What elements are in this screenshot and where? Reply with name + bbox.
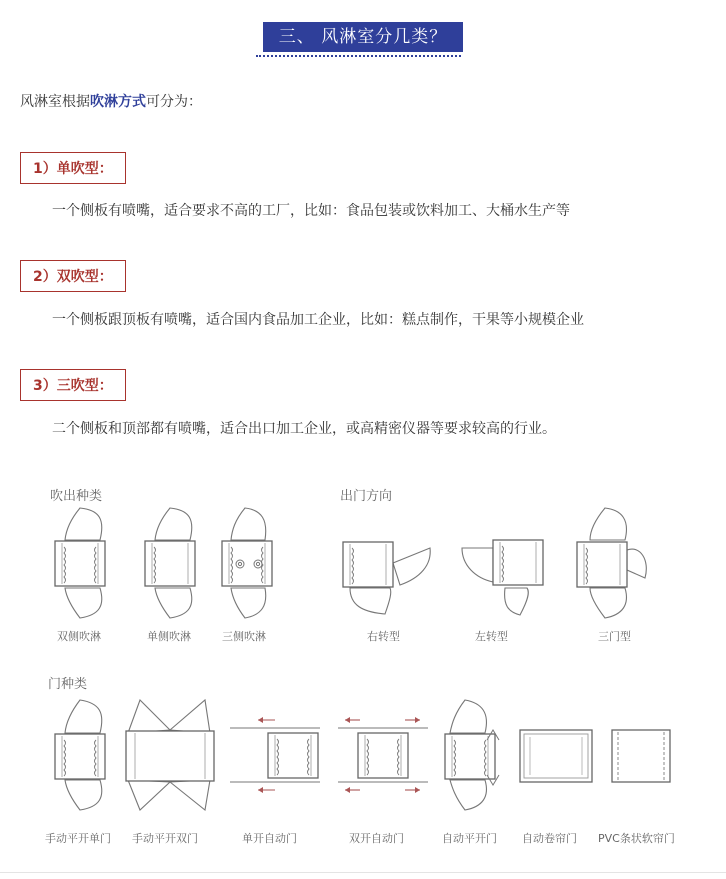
title-underline — [256, 55, 461, 57]
section-body-triple: 二个侧板和顶部都有喷嘴，适合出口加工企业，或高精密仪器等要求较高的行业。 — [52, 421, 556, 437]
section-heading-double: 2）双吹型： — [20, 260, 126, 292]
label-left-turn: 左转型 — [475, 630, 508, 643]
group-label-blow: 吹出种类 — [50, 489, 103, 504]
diagram-double-blow — [55, 508, 105, 618]
diagram-three-door — [577, 508, 646, 618]
diagram-single-auto-door — [230, 717, 320, 793]
title-banner — [0, 22, 726, 52]
diagram-auto-swing-door — [445, 700, 499, 810]
label-single-blow: 单侧吹淋 — [147, 630, 191, 643]
diagram-double-auto-door — [338, 717, 428, 793]
classification-diagram — [0, 465, 726, 875]
group-label-door: 门种类 — [48, 677, 88, 692]
page-title: 三、 风淋室分几类？ — [263, 22, 463, 52]
diagram-single-blow — [145, 508, 195, 618]
intro-paragraph — [20, 91, 202, 111]
label-single-auto-door: 单开自动门 — [242, 832, 297, 845]
diagram-left-turn — [462, 540, 543, 615]
diagram-pvc-strip-door — [612, 730, 670, 782]
section-body-double: 一个侧板跟顶板有喷嘴，适合国内食品加工企业，比如：糕点制作，干果等小规模企业 — [52, 312, 584, 328]
diagram-auto-roller-door — [520, 730, 592, 782]
label-double-auto-door: 双开自动门 — [349, 832, 404, 845]
label-manual-double-door: 手动平开双门 — [132, 832, 198, 845]
label-pvc-strip-door: PVC条状软帘门 — [598, 832, 675, 845]
intro-suffix: 可分为： — [146, 94, 202, 110]
bottom-divider — [0, 872, 726, 873]
label-right-turn: 右转型 — [367, 630, 400, 643]
label-auto-swing-door: 自动平开门 — [442, 832, 497, 845]
group-label-exit: 出门方向 — [340, 489, 393, 504]
diagram-right-turn — [343, 542, 430, 614]
section-body-single: 一个侧板有喷嘴，适合要求不高的工厂，比如：食品包装或饮料加工、大桶水生产等 — [52, 203, 570, 219]
intro-emphasis: 吹淋方式 — [90, 94, 146, 110]
diagram-triple-blow — [222, 508, 272, 618]
diagram-manual-single-door — [55, 700, 105, 810]
intro-prefix: 风淋室根据 — [20, 94, 90, 110]
label-manual-single-door: 手动平开单门 — [45, 832, 111, 845]
section-heading-single: 1）单吹型： — [20, 152, 126, 184]
label-triple-blow: 三侧吹淋 — [222, 630, 266, 643]
label-auto-roller-door: 自动卷帘门 — [522, 832, 577, 845]
label-double-blow: 双侧吹淋 — [57, 630, 101, 643]
diagram-manual-double-door — [126, 700, 214, 810]
section-heading-triple: 3）三吹型： — [20, 369, 126, 401]
label-three-door: 三门型 — [598, 630, 631, 643]
